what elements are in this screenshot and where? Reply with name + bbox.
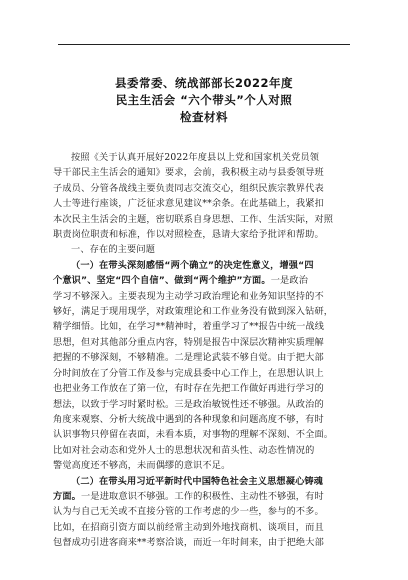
subsection-heading-1: （一）在带头深刻感悟“两个确立”的决定性意义，增强“四 (71, 259, 314, 271)
document-title-line-2: 民主生活会 “六个带头”个人对照 (115, 93, 293, 107)
subsection-heading-1-cont: 个意识”、坚定“四个自信”、做到“两个维护”方面。 (53, 275, 271, 287)
subsection-1-line (53, 273, 355, 288)
subsection-1-text: 一是政治 (270, 275, 309, 287)
intro-line: 导干部民主生活会的通知》要求，会前，我积极主动与县委领导班 (53, 167, 324, 179)
header-rule (58, 44, 350, 45)
paragraph-line: 比如对社会动态和党外人士的思想状况和苗头性、动态性情况的 (53, 444, 315, 456)
paragraph-line: 想法，以致于学习时紧时松。三是政治敏锐性还不够强。从政治的 (53, 398, 324, 410)
subsection-2-line (53, 489, 355, 504)
paragraph-line: 角度来观察、分析大统战中遇到的各种现象和问题高度不够，有时 (53, 413, 324, 425)
paragraph-line: 分时间放在了分管工作及参与完成县委中心工作上，在思想认识上 (53, 367, 324, 379)
subsection-heading-2-cont: 方面。 (53, 490, 82, 502)
subsection-2-text: 一是进取意识不够强。工作的积极性、主动性不够强，有时 (81, 490, 324, 502)
subsection-heading-2: （二）在带头用习近平新时代中国特色社会主义思想凝心铸魂 (71, 475, 324, 487)
paragraph-line: 够好，满足于现用现学，对政策理论和工作业务没有做到深入钻研， (53, 306, 334, 318)
paragraph-line: 包督成功引进客商来**考察洽谈，而近一年时间来，由于把绝大部 (53, 537, 324, 549)
intro-line: 子成员、分管各战线主要负责同志交流交心，组织民族宗教界代表 (53, 182, 324, 194)
paragraph-line: 认识事物只停留在表面，未看本质，对事物的理解不深刻、不全面。 (53, 429, 334, 441)
intro-line: 人士等进行座谈，广泛征求意见建议**余条。在此基础上，我紧扣 (53, 198, 324, 210)
paragraph-line: 思想，但对其他部分重点内容，特别是报告中深层次精神实质理解 (53, 336, 324, 348)
intro-line: 按照《关于认真开展好2022年度县以上党和国家机关党员领 (71, 152, 320, 163)
intro-line: 职责岗位职责和标准，作以对照检查，恳请大家给予批评和帮助。 (53, 229, 324, 241)
document-title-line-3: 检查材料 (180, 110, 228, 124)
paragraph-line: 警觉高度还不够高，未而偶缪的意识不足。 (53, 460, 231, 472)
paragraph-line: 认为与自己无关或不直接分管的工作考虑的少一些，参与的不多。 (53, 506, 324, 518)
section-heading: 一、存在的主要问题 (71, 244, 156, 256)
paragraph-line: 把握的不够深刻，不够精准。二是理论武装不够自觉。由于把大部 (53, 352, 324, 364)
paragraph-line: 学习不够深入。主要表现为主动学习政治理论和业务知识坚持的不 (53, 290, 324, 302)
paragraph-line: 精学细悟。比如，在学习**精神时，着重学习了**报告中统一战线 (53, 321, 325, 333)
document-title-line-1: 县委常委、统战部部长2022年度 (114, 76, 293, 90)
document-body (53, 150, 355, 551)
paragraph-line: 比如，在招商引资方面以前经常主动到外地找商机、谈项目，而且 (53, 521, 324, 533)
paragraph-line: 也把业务工作放在了第一位，有时存在先把工作做好再进行学习的 (53, 383, 324, 395)
intro-line: 本次民主生活会的主题，密切联系自身思想、工作、生活实际，对照 (53, 213, 334, 225)
